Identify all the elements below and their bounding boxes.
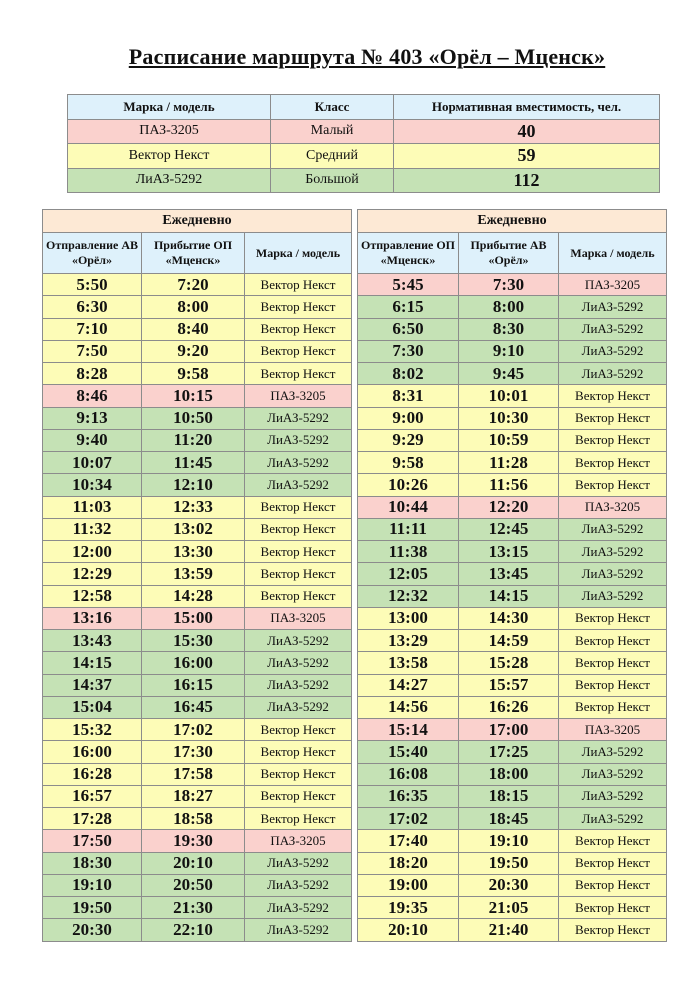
departure-time: 13:16 (43, 607, 142, 629)
departure-time: 8:28 (43, 363, 142, 385)
arrival-time: 18:00 (459, 763, 559, 785)
arrival-time: 12:10 (142, 474, 245, 496)
bus-model: Вектор Некст (559, 385, 667, 407)
bus-model: Вектор Некст (559, 429, 667, 451)
legend-row (68, 144, 660, 169)
departure-time: 17:50 (43, 830, 142, 852)
departure-time: 11:03 (43, 496, 142, 518)
bus-model: Вектор Некст (245, 585, 352, 607)
departure-time: 16:08 (358, 763, 459, 785)
table-row (43, 296, 352, 318)
departure-time: 12:00 (43, 541, 142, 563)
bus-model: ЛиАЗ-5292 (559, 296, 667, 318)
departure-time: 9:58 (358, 452, 459, 474)
arrival-time: 12:45 (459, 518, 559, 540)
bus-model: ЛиАЗ-5292 (559, 363, 667, 385)
arrival-time: 14:28 (142, 585, 245, 607)
arrival-time: 16:45 (142, 696, 245, 718)
bus-model: Вектор Некст (245, 318, 352, 340)
table-row (358, 318, 667, 340)
arrival-time: 14:59 (459, 630, 559, 652)
departure-time: 11:32 (43, 518, 142, 540)
departure-time: 18:30 (43, 852, 142, 874)
arrival-time: 7:30 (459, 274, 559, 296)
table-row (358, 852, 667, 874)
bus-model: ЛиАЗ-5292 (559, 563, 667, 585)
arrival-time: 17:00 (459, 719, 559, 741)
table-row (43, 474, 352, 496)
departure-time: 6:30 (43, 296, 142, 318)
table-row (358, 830, 667, 852)
bus-model: ЛиАЗ-5292 (245, 919, 352, 941)
bus-model: Вектор Некст (245, 541, 352, 563)
table-row (358, 474, 667, 496)
arrival-header: Прибытие АВ «Орёл» (459, 233, 559, 274)
arrival-time: 11:56 (459, 474, 559, 496)
table-row (43, 763, 352, 785)
table-row (358, 541, 667, 563)
table-row (43, 808, 352, 830)
departure-time: 6:15 (358, 296, 459, 318)
legend-model: Вектор Некст (68, 144, 271, 169)
departure-time: 13:29 (358, 630, 459, 652)
table-row (358, 607, 667, 629)
arrival-time: 15:28 (459, 652, 559, 674)
departure-time: 16:57 (43, 785, 142, 807)
departure-time: 9:29 (358, 429, 459, 451)
table-row (358, 897, 667, 919)
bus-model: Вектор Некст (559, 630, 667, 652)
bus-model: ПАЗ-3205 (559, 719, 667, 741)
legend-row (68, 119, 660, 144)
bus-model: Вектор Некст (245, 363, 352, 385)
arrival-time: 19:10 (459, 830, 559, 852)
bus-model: ЛиАЗ-5292 (559, 808, 667, 830)
departure-time: 16:35 (358, 785, 459, 807)
table-row (358, 919, 667, 941)
arrival-time: 8:00 (142, 296, 245, 318)
departure-time: 17:40 (358, 830, 459, 852)
bus-model: Вектор Некст (559, 607, 667, 629)
departure-time: 14:37 (43, 674, 142, 696)
bus-model: ЛиАЗ-5292 (245, 407, 352, 429)
table-row (358, 741, 667, 763)
arrival-time: 12:20 (459, 496, 559, 518)
table-row (358, 452, 667, 474)
departure-time: 12:05 (358, 563, 459, 585)
departure-time: 13:43 (43, 630, 142, 652)
bus-model: ЛиАЗ-5292 (245, 652, 352, 674)
arrival-time: 9:45 (459, 363, 559, 385)
table-row (358, 385, 667, 407)
bus-model: Вектор Некст (245, 296, 352, 318)
departure-time: 7:30 (358, 340, 459, 362)
departure-time: 9:13 (43, 407, 142, 429)
bus-model: Вектор Некст (559, 696, 667, 718)
departure-time: 8:31 (358, 385, 459, 407)
arrival-time: 17:58 (142, 763, 245, 785)
legend-capacity: 40 (394, 119, 660, 144)
arrival-time: 8:00 (459, 296, 559, 318)
table-row (358, 763, 667, 785)
bus-model: ПАЗ-3205 (245, 830, 352, 852)
bus-model: Вектор Некст (245, 518, 352, 540)
table-row (43, 452, 352, 474)
table-row (358, 652, 667, 674)
departure-time: 12:58 (43, 585, 142, 607)
bus-model: ЛиАЗ-5292 (559, 318, 667, 340)
bus-model: ЛиАЗ-5292 (559, 763, 667, 785)
schedule-oryol-to-mtsensk (42, 209, 352, 942)
table-row (43, 363, 352, 385)
bus-model: Вектор Некст (245, 808, 352, 830)
departure-time: 14:56 (358, 696, 459, 718)
table-row (43, 385, 352, 407)
bus-class-legend-table (67, 94, 660, 193)
arrival-time: 9:58 (142, 363, 245, 385)
departure-header: Отправление АВ «Орёл» (43, 233, 142, 274)
arrival-time: 10:50 (142, 407, 245, 429)
table-row (43, 719, 352, 741)
legend-class: Средний (271, 144, 394, 169)
table-row (43, 919, 352, 941)
arrival-time: 18:27 (142, 785, 245, 807)
table-row (358, 808, 667, 830)
departure-time: 17:02 (358, 808, 459, 830)
table-row (43, 897, 352, 919)
departure-time: 19:00 (358, 874, 459, 896)
departure-time: 6:50 (358, 318, 459, 340)
arrival-time: 13:59 (142, 563, 245, 585)
departure-time: 8:46 (43, 385, 142, 407)
arrival-time: 17:30 (142, 741, 245, 763)
table-row (358, 785, 667, 807)
table-row (358, 874, 667, 896)
bus-model: ПАЗ-3205 (245, 385, 352, 407)
legend-row (68, 168, 660, 193)
table-row (358, 363, 667, 385)
bus-model: ЛиАЗ-5292 (245, 874, 352, 896)
arrival-time: 9:10 (459, 340, 559, 362)
arrival-time: 9:20 (142, 340, 245, 362)
arrival-time: 19:50 (459, 852, 559, 874)
daily-label: Ежедневно (43, 210, 352, 233)
arrival-time: 16:00 (142, 652, 245, 674)
bus-model: Вектор Некст (245, 274, 352, 296)
arrival-time: 18:15 (459, 785, 559, 807)
arrival-time: 10:01 (459, 385, 559, 407)
bus-model: ЛиАЗ-5292 (559, 585, 667, 607)
table-row (43, 785, 352, 807)
bus-model: Вектор Некст (245, 719, 352, 741)
table-row (358, 585, 667, 607)
arrival-time: 20:50 (142, 874, 245, 896)
departure-time: 17:28 (43, 808, 142, 830)
bus-model: Вектор Некст (245, 563, 352, 585)
arrival-time: 8:30 (459, 318, 559, 340)
table-row (358, 630, 667, 652)
arrival-time: 10:15 (142, 385, 245, 407)
departure-time: 7:10 (43, 318, 142, 340)
table-row (43, 274, 352, 296)
arrival-time: 13:15 (459, 541, 559, 563)
table-row (358, 563, 667, 585)
bus-model: ЛиАЗ-5292 (559, 785, 667, 807)
departure-time: 15:32 (43, 719, 142, 741)
bus-model: Вектор Некст (245, 741, 352, 763)
bus-model: Вектор Некст (245, 340, 352, 362)
table-row (43, 541, 352, 563)
table-row (43, 318, 352, 340)
departure-time: 14:15 (43, 652, 142, 674)
arrival-time: 10:30 (459, 407, 559, 429)
arrival-time: 13:30 (142, 541, 245, 563)
departure-time: 20:10 (358, 919, 459, 941)
departure-time: 19:10 (43, 874, 142, 896)
bus-model: ЛиАЗ-5292 (559, 340, 667, 362)
table-row (43, 340, 352, 362)
bus-model: Вектор Некст (559, 874, 667, 896)
arrival-time: 13:02 (142, 518, 245, 540)
departure-time: 15:14 (358, 719, 459, 741)
departure-time: 19:35 (358, 897, 459, 919)
bus-model: ПАЗ-3205 (559, 496, 667, 518)
legend-header-capacity: Нормативная вместимость, чел. (394, 95, 660, 120)
bus-model: ЛиАЗ-5292 (245, 474, 352, 496)
departure-header: Отправление ОП «Мценск» (358, 233, 459, 274)
departure-time: 18:20 (358, 852, 459, 874)
departure-time: 16:00 (43, 741, 142, 763)
bus-model: ЛиАЗ-5292 (245, 429, 352, 451)
departure-time: 9:00 (358, 407, 459, 429)
arrival-time: 7:20 (142, 274, 245, 296)
bus-model: ЛиАЗ-5292 (559, 518, 667, 540)
departure-time: 13:58 (358, 652, 459, 674)
table-row (43, 830, 352, 852)
departure-time: 13:00 (358, 607, 459, 629)
arrival-time: 17:02 (142, 719, 245, 741)
departure-time: 20:30 (43, 919, 142, 941)
departure-time: 15:40 (358, 741, 459, 763)
bus-model: ПАЗ-3205 (559, 274, 667, 296)
bus-model: ЛиАЗ-5292 (245, 452, 352, 474)
legend-class: Большой (271, 168, 394, 193)
arrival-time: 14:15 (459, 585, 559, 607)
departure-time: 11:38 (358, 541, 459, 563)
legend-header-class: Класс (271, 95, 394, 120)
arrival-time: 16:26 (459, 696, 559, 718)
table-row (43, 518, 352, 540)
model-header: Марка / модель (245, 233, 352, 274)
arrival-time: 12:33 (142, 496, 245, 518)
arrival-time: 11:20 (142, 429, 245, 451)
bus-model: Вектор Некст (559, 674, 667, 696)
departure-time: 10:34 (43, 474, 142, 496)
departure-time: 7:50 (43, 340, 142, 362)
table-row (43, 429, 352, 451)
page-title: Расписание маршрута № 403 «Орёл – Мценск» (128, 44, 606, 69)
arrival-time: 17:25 (459, 741, 559, 763)
table-row (358, 674, 667, 696)
departure-time: 10:26 (358, 474, 459, 496)
arrival-time: 22:10 (142, 919, 245, 941)
bus-model: Вектор Некст (559, 897, 667, 919)
table-row (43, 496, 352, 518)
bus-model: ЛиАЗ-5292 (245, 852, 352, 874)
arrival-time: 21:05 (459, 897, 559, 919)
bus-model: ЛиАЗ-5292 (245, 696, 352, 718)
bus-model: Вектор Некст (559, 407, 667, 429)
daily-label: Ежедневно (358, 210, 667, 233)
bus-model: Вектор Некст (559, 830, 667, 852)
departure-time: 19:50 (43, 897, 142, 919)
table-row (43, 874, 352, 896)
departure-time: 16:28 (43, 763, 142, 785)
arrival-time: 21:30 (142, 897, 245, 919)
arrival-time: 15:57 (459, 674, 559, 696)
departure-time: 12:32 (358, 585, 459, 607)
arrival-time: 11:45 (142, 452, 245, 474)
arrival-time: 18:58 (142, 808, 245, 830)
departure-time: 5:45 (358, 274, 459, 296)
departure-time: 10:07 (43, 452, 142, 474)
departure-time: 11:11 (358, 518, 459, 540)
arrival-time: 11:28 (459, 452, 559, 474)
table-row (43, 696, 352, 718)
legend-header-model: Марка / модель (68, 95, 271, 120)
bus-model: Вектор Некст (559, 919, 667, 941)
bus-model: ЛиАЗ-5292 (245, 630, 352, 652)
bus-model: ПАЗ-3205 (245, 607, 352, 629)
table-row (43, 563, 352, 585)
bus-model: ЛиАЗ-5292 (245, 897, 352, 919)
departure-time: 8:02 (358, 363, 459, 385)
arrival-time: 15:30 (142, 630, 245, 652)
arrival-time: 10:59 (459, 429, 559, 451)
table-row (43, 852, 352, 874)
bus-model: Вектор Некст (559, 452, 667, 474)
model-header: Марка / модель (559, 233, 667, 274)
bus-model: Вектор Некст (245, 763, 352, 785)
table-row (358, 496, 667, 518)
bus-model: Вектор Некст (245, 785, 352, 807)
table-row (43, 741, 352, 763)
table-row (358, 518, 667, 540)
legend-class: Малый (271, 119, 394, 144)
table-row (358, 429, 667, 451)
table-row (43, 585, 352, 607)
bus-model: ЛиАЗ-5292 (559, 741, 667, 763)
table-row (43, 652, 352, 674)
bus-model: ЛиАЗ-5292 (559, 541, 667, 563)
departure-time: 14:27 (358, 674, 459, 696)
table-row (43, 407, 352, 429)
bus-model: Вектор Некст (559, 474, 667, 496)
schedule-mtsensk-to-oryol (357, 209, 667, 942)
arrival-time: 14:30 (459, 607, 559, 629)
arrival-time: 13:45 (459, 563, 559, 585)
table-row (358, 340, 667, 362)
legend-model: ЛиАЗ-5292 (68, 168, 271, 193)
departure-time: 15:04 (43, 696, 142, 718)
bus-model: ЛиАЗ-5292 (245, 674, 352, 696)
departure-time: 12:29 (43, 563, 142, 585)
arrival-time: 15:00 (142, 607, 245, 629)
arrival-time: 21:40 (459, 919, 559, 941)
arrival-time: 19:30 (142, 830, 245, 852)
legend-capacity: 112 (394, 168, 660, 193)
bus-model: Вектор Некст (245, 496, 352, 518)
table-row (43, 630, 352, 652)
arrival-time: 16:15 (142, 674, 245, 696)
departure-time: 5:50 (43, 274, 142, 296)
arrival-time: 20:10 (142, 852, 245, 874)
table-row (358, 407, 667, 429)
table-row (358, 274, 667, 296)
arrival-time: 8:40 (142, 318, 245, 340)
legend-model: ПАЗ-3205 (68, 119, 271, 144)
bus-model: Вектор Некст (559, 652, 667, 674)
table-row (358, 719, 667, 741)
table-row (358, 296, 667, 318)
arrival-header: Прибытие ОП «Мценск» (142, 233, 245, 274)
arrival-time: 18:45 (459, 808, 559, 830)
arrival-time: 20:30 (459, 874, 559, 896)
legend-header-row (68, 95, 660, 120)
table-row (43, 674, 352, 696)
table-row (358, 696, 667, 718)
departure-time: 10:44 (358, 496, 459, 518)
table-row (43, 607, 352, 629)
departure-time: 9:40 (43, 429, 142, 451)
legend-capacity: 59 (394, 144, 660, 169)
bus-model: Вектор Некст (559, 852, 667, 874)
